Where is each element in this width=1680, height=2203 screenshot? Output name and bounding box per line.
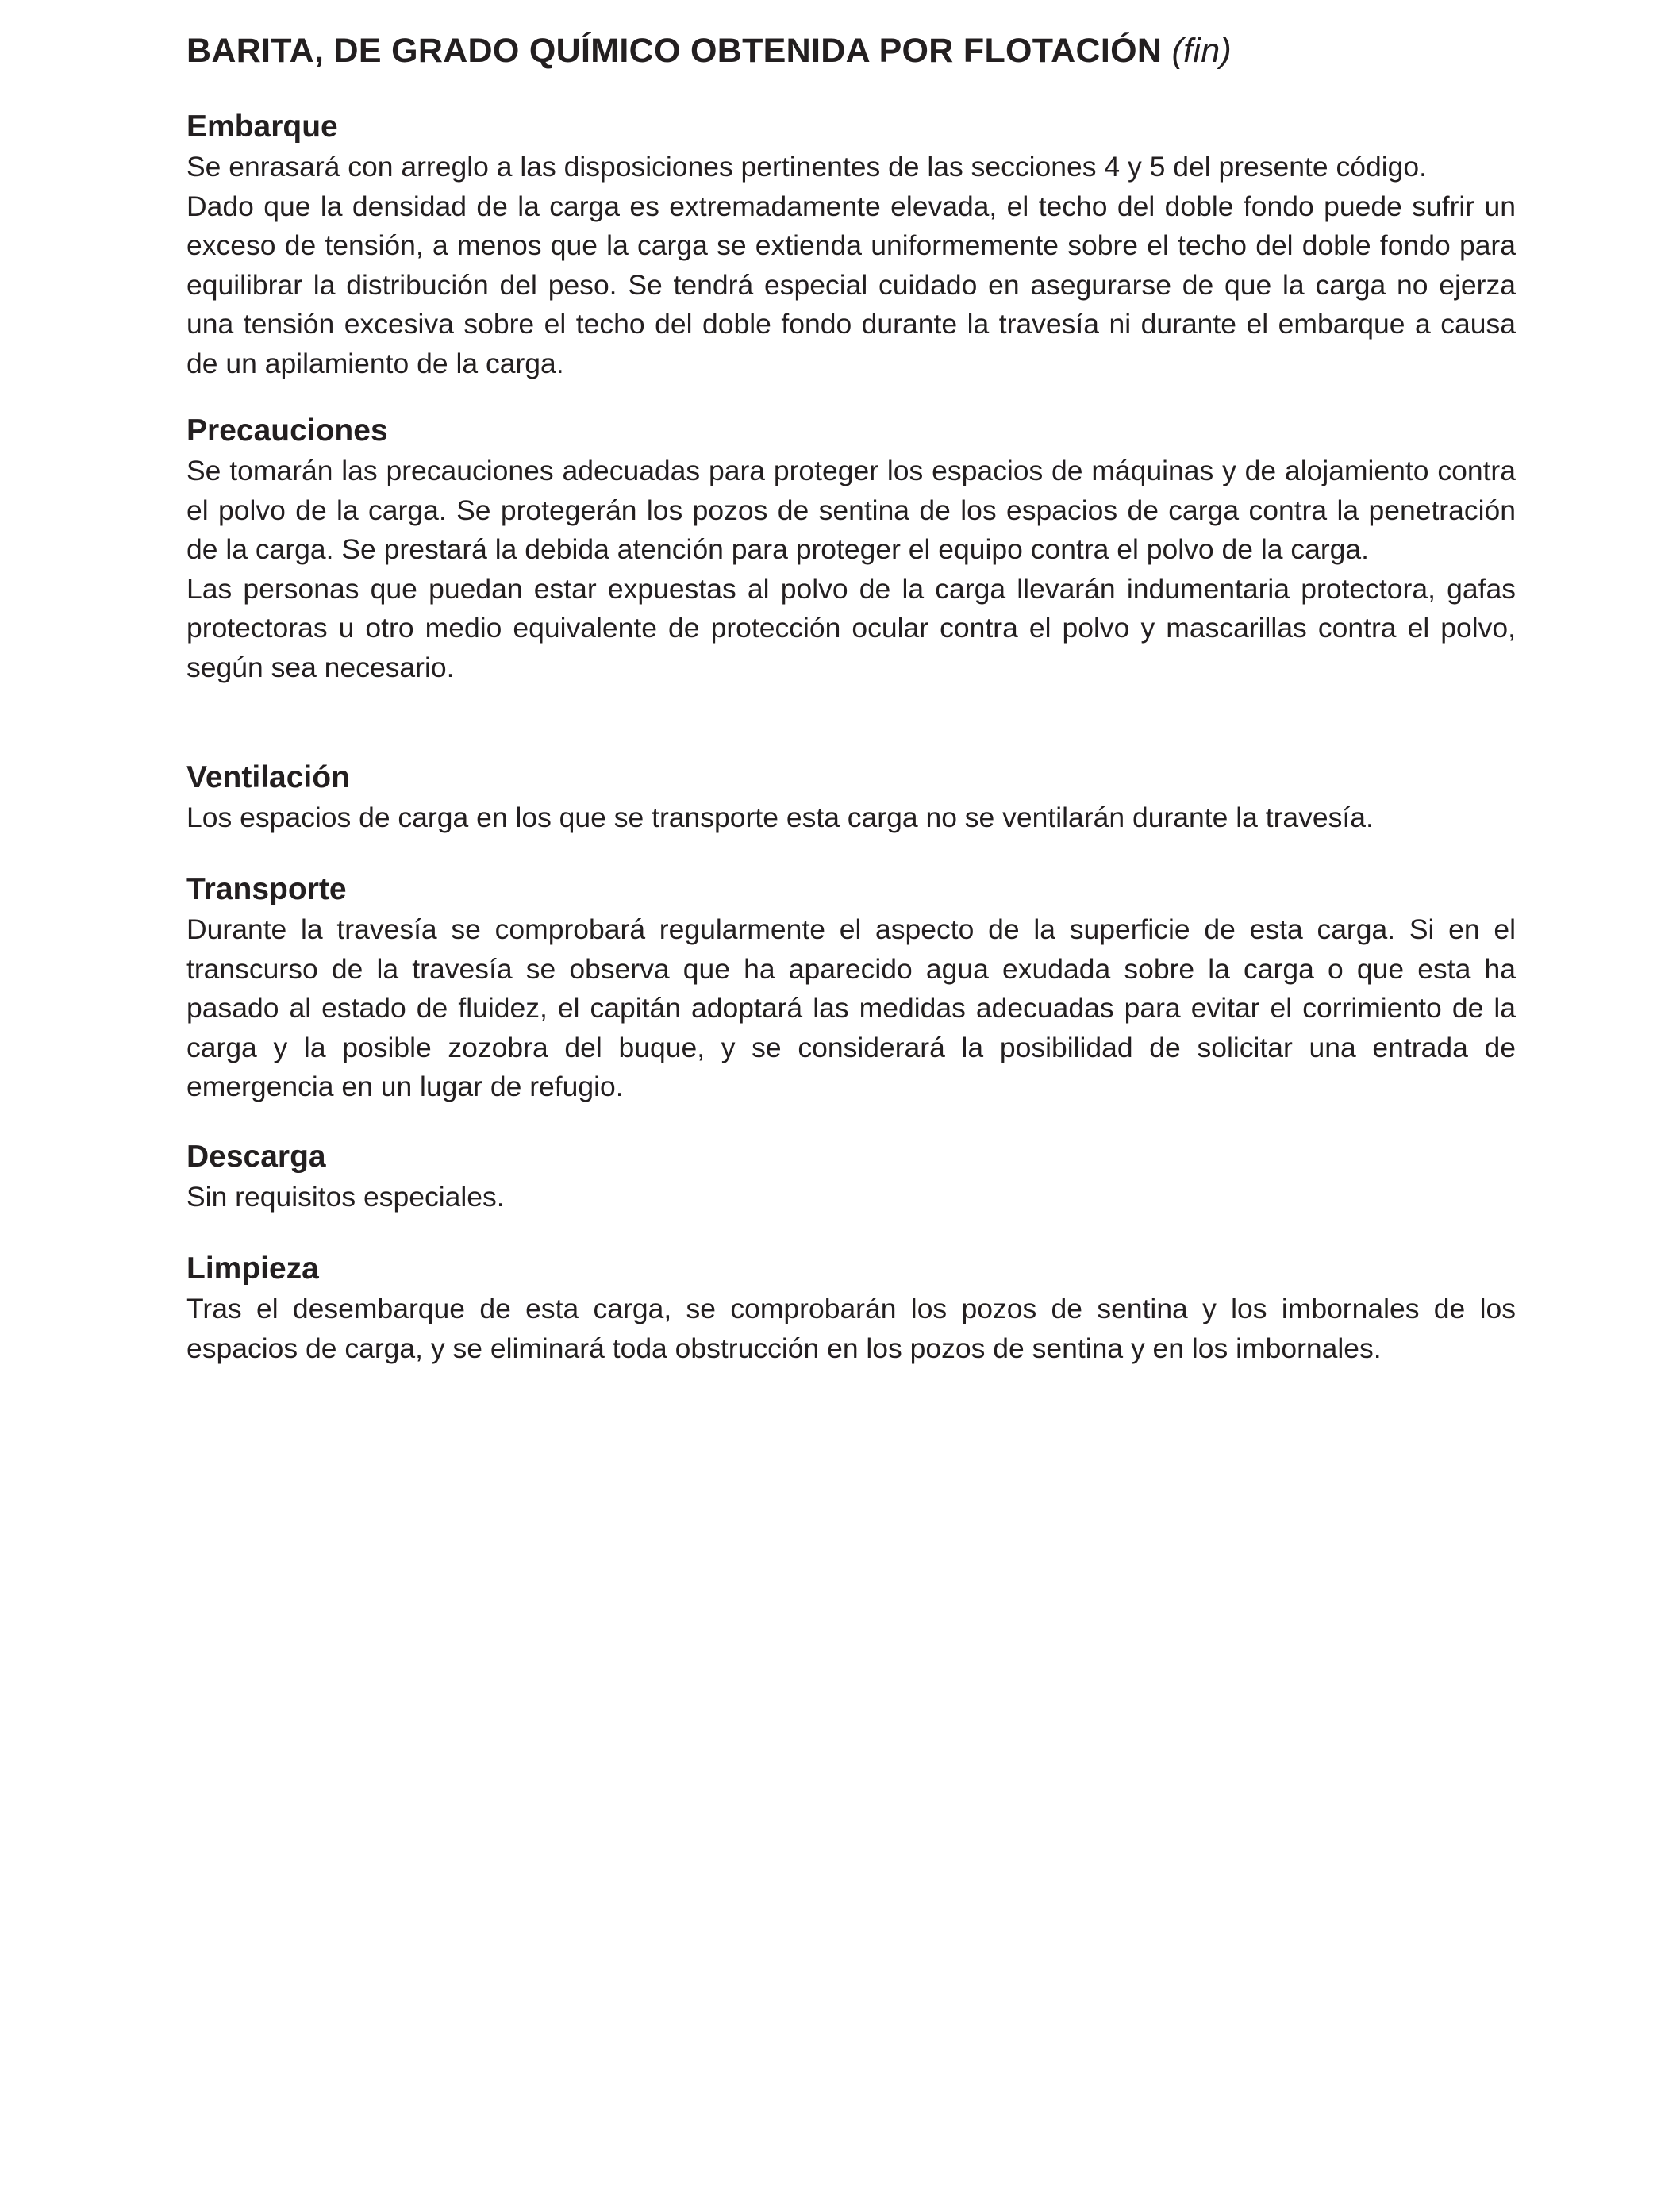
section-paragraph: Se enrasará con arreglo a las disposiciones pertinentes de las secciones 4 y 5 del presente código. (186, 151, 1427, 183)
section-paragraph: Las personas que puedan estar expuestas al polvo de la carga llevarán indumentaria protectora, gafas protectoras u otro medio equivalente de protección ocular contra el polvo y mascarillas contra el polvo, según sea necesario. (186, 572, 1516, 683)
section-transporte (186, 869, 1516, 1107)
section-precauciones (186, 410, 1516, 687)
section-heading: Precauciones (186, 413, 388, 448)
title-main: BARITA, DE GRADO QUÍMICO OBTENIDA POR FLOTACIÓN (186, 32, 1163, 70)
title-suffix: (fin) (1171, 32, 1232, 70)
section-heading: Embarque (186, 110, 338, 144)
section-heading: Transporte (186, 872, 347, 906)
section-paragraph: Sin requisitos especiales. (186, 1181, 505, 1213)
section-paragraph: Los espacios de carga en los que se transporte esta carga no se ventilarán durante la travesía. (186, 802, 1374, 833)
section-paragraph: Tras el desembarque de esta carga, se comprobarán los pozos de sentina y los imbornales de los espacios de carga, y se eliminará toda obstrucción en los pozos de sentina y en los imbornales. (186, 1293, 1516, 1364)
section-limpieza (186, 1248, 1516, 1368)
section-embarque (186, 106, 1516, 383)
page-title (186, 32, 1516, 71)
section-paragraph: Durante la travesía se comprobará regularmente el aspecto de la superficie de esta carga. Si en el transcurso de la travesía se observa que ha aparecido agua exudada sobre la carga o que esta ha pasado al estado de fluidez, el capitán adoptará las medidas adecuadas para evitar el corrimiento de la carga y la posible zozobra del buque, y se considerará la posibilidad de solicitar una entrada de emergencia en un lugar de refugio. (186, 913, 1516, 1102)
section-paragraph: Dado que la densidad de la carga es extremadamente elevada, el techo del doble fondo puede sufrir un exceso de tensión, a menos que la carga se extienda uniformemente sobre el techo del doble fondo para equilibrar la distribución del peso. Se tendrá especial cuidado en asegurarse de que la carga no ejerza una tensión excesiva sobre el techo del doble fondo durante la travesía ni durante el embarque a causa de un apilamiento de la carga. (186, 190, 1516, 379)
section-heading: Limpieza (186, 1251, 319, 1286)
section-paragraph: Se tomarán las precauciones adecuadas para proteger los espacios de máquinas y de alojamiento contra el polvo de la carga. Se protegerán los pozos de sentina de los espacios de carga contra la penetración de la carga. Se prestará la debida atención para proteger el equipo contra el polvo de la carga. (186, 455, 1516, 565)
section-heading: Descarga (186, 1140, 326, 1174)
section-descarga (186, 1136, 1516, 1217)
section-ventilacion (186, 757, 1516, 838)
section-heading: Ventilación (186, 760, 350, 794)
